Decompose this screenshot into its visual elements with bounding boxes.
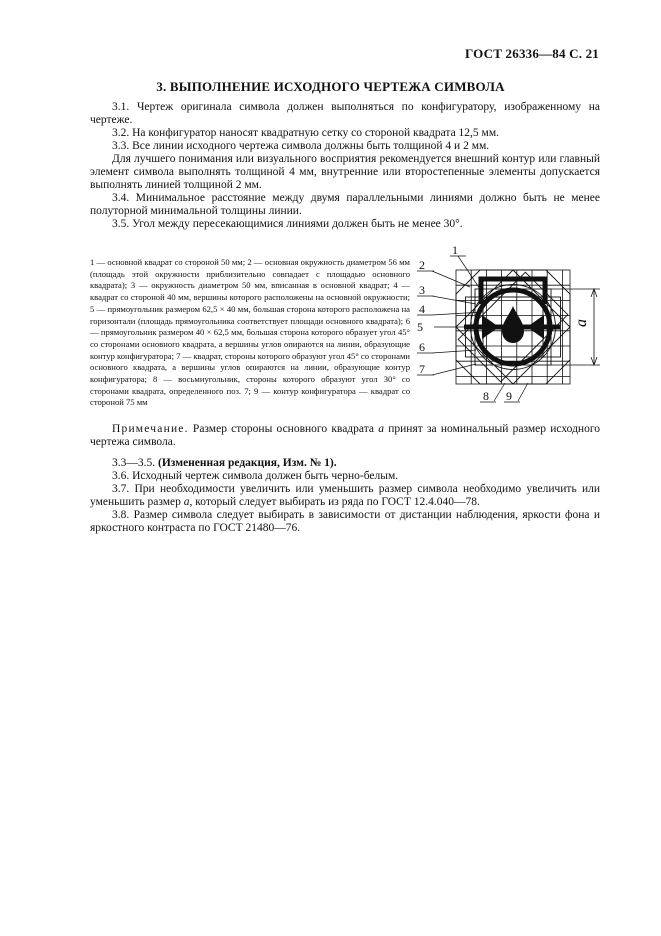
amendment-line xyxy=(90,457,600,470)
note-paragraph xyxy=(90,423,600,449)
note-block xyxy=(90,423,600,449)
text-block-top xyxy=(90,101,600,231)
p37-after: , который следует выбирать из ряда по ГОСТ 12.4.040—78. xyxy=(189,496,480,508)
dimension-label-a: a xyxy=(573,319,590,327)
note-text-after: принят за номинальный размер исходного чертежа символа. xyxy=(90,423,601,448)
label-6: 6 xyxy=(419,340,425,354)
paragraph-3-6: 3.6. Исходный чертеж символа должен быть черно-белым. xyxy=(112,470,399,482)
paragraph-3-3-cont: Для лучшего понимания или визуального восприятия рекомендуется внешний контур или главный элемент символа выполнять толщиной 4 мм, внутренние или второстепенные элементы допускается выполнять линией толщиной 2 мм. xyxy=(90,153,600,191)
right-arrow-head xyxy=(527,315,544,339)
left-arrow-head xyxy=(482,315,499,339)
paragraph-3-5: 3.5. Угол между пересекающимися линиями должен быть не менее 30°. xyxy=(112,218,463,230)
leader-6 xyxy=(417,350,476,353)
amendment-text: (Измененная редакция, Изм. № 1). xyxy=(158,457,337,469)
p37-before: 3.7. При необходимости увеличить или уменьшить размер символа необходимо увеличить или уменьшить размер xyxy=(90,483,600,508)
label-1: 1 xyxy=(452,243,458,257)
leader-1 xyxy=(450,256,480,289)
note-var-a: a xyxy=(378,423,384,435)
section-title: 3. ВЫПОЛНЕНИЕ ИСХОДНОГО ЧЕРТЕЖА СИМВОЛА xyxy=(156,79,505,94)
label-3: 3 xyxy=(419,283,425,297)
note-label: Примечание. xyxy=(112,423,189,435)
drop-shape xyxy=(502,306,524,343)
text-block-bottom xyxy=(90,457,600,535)
label-9: 9 xyxy=(506,389,512,403)
label-7: 7 xyxy=(419,362,425,376)
amendment-ref: 3.3—3.5. xyxy=(112,457,156,469)
figure-legend: 1 — основной квадрат со стороной 50 мм; 2 — основная окружность диаметром 56 мм (площадь этой окружности приблизительно совпадает с площадью основного квадрата); 3 — окружность диаметром 50 мм, вписанная в основной квадрат; 4 — квадрат со стороной 40 мм, вершины которого расположены на основной окружности; 5 — прямоугольник размером 62,5 × 40 мм, большая сторона которого расположена на горизонтали (площадь прямоугольника соответствует площади основного квадрата); 6 — прямоугольник размером 40 × 62,5 мм, большая сторона которого образует угол 45° со сторонами основного квадрата, а вершины углов опираются на линии, образующие контур конфигуратора; 7 — квадрат, стороны которого образуют угол 45° со сторонами основного квадрата, а вершины углов опираются на линии, образующие контур конфигуратора; 8 — восьмиугольник, стороны которого образуют угол 30° со сторонами квадрата, определенного поз. 7; 9 — контур конфигуратора — квадрат со стороной 75 мм xyxy=(90,257,410,408)
running-header: ГОСТ 26336—84 С. 21 xyxy=(465,46,599,61)
label-5: 5 xyxy=(417,320,423,334)
paragraph-3-2: 3.2. На конфигуратор наносят квадратную сетку со стороной квадрата 12,5 мм. xyxy=(112,127,499,139)
label-2: 2 xyxy=(419,258,425,272)
label-8: 8 xyxy=(483,389,489,403)
leader-7 xyxy=(417,364,476,375)
note-text-before: Размер стороны основного квадрата xyxy=(188,423,379,435)
paragraph-3-1: 3.1. Чертеж оригинала символа должен выполняться по конфигуратору, изображенному на чертеже. xyxy=(90,101,600,126)
paragraph-3-4: 3.4. Минимальное расстояние между двумя параллельными линиями должно быть не менее полуторной минимальной толщины линии. xyxy=(90,192,600,217)
configurator-figure xyxy=(410,242,610,412)
label-4: 4 xyxy=(419,302,425,316)
paragraph-3-3: 3.3. Все линии исходного чертежа символа должны быть толщиной 4 и 2 мм. xyxy=(112,140,490,152)
paragraph-3-8: 3.8. Размер символа следует выбирать в зависимости от дистанции наблюдения, яркости фона и яркостного контраста по ГОСТ 21480—76. xyxy=(90,509,600,534)
paragraph-3-7 xyxy=(90,483,600,509)
p37-var-a: a xyxy=(183,496,190,508)
